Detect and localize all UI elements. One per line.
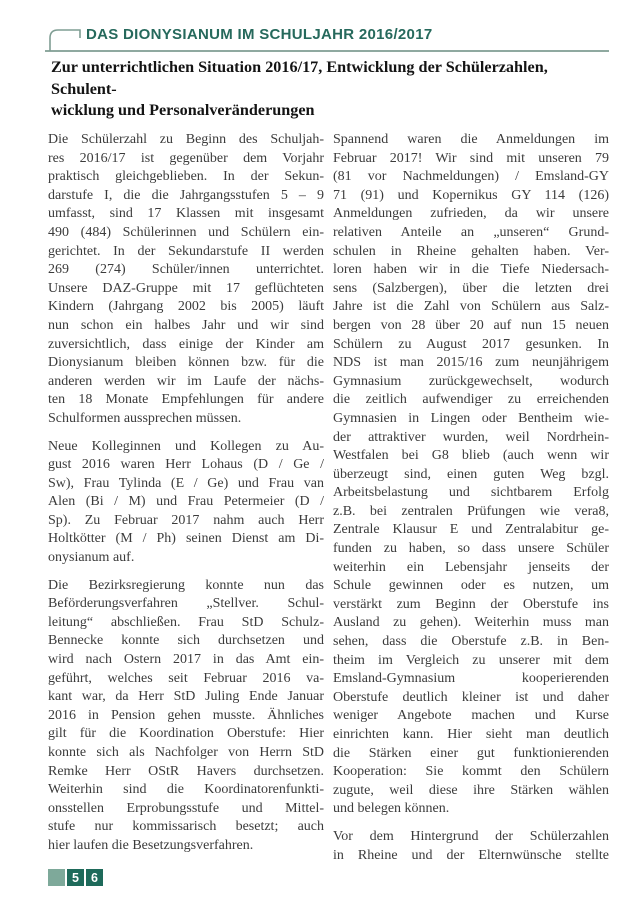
text-line: geführt, welches seit Februar 2016 va-: [48, 670, 324, 686]
text-line: Zentrale Klausur E und Zentralabitur ge-: [333, 522, 609, 538]
text-line: anderen werden wir im Laufe der nächs-: [48, 373, 324, 389]
text-line: Sw), Frau Tylinda (E / Ge) und Frau van: [48, 475, 324, 491]
text-line: Vor dem Hintergrund der Schülerzahlen: [333, 828, 609, 844]
text-line: 490 (484) Schülerinnen und Schülern ein-: [48, 224, 324, 240]
text-line: und belegen können.: [333, 801, 450, 817]
text-line: Februar 2017! Wir sind mit unseren 79: [333, 150, 609, 166]
text-line: Arbeitsbelastung und sichtbarem Erfolg: [333, 485, 609, 501]
page-title-line-2: wicklung und Personalveränderungen: [51, 101, 315, 119]
text-line: Schule gewinnen oder es nutzen, um: [333, 578, 609, 594]
paragraph: [48, 131, 324, 429]
text-line: wird nach Ostern 2017 in das Amt ein-: [48, 652, 324, 668]
text-line: die Stärken einer gut funktionierenden: [333, 745, 609, 761]
paragraph: [48, 577, 324, 856]
text-line: schulen in Rheine gehalten haben. Ver-: [333, 243, 609, 259]
text-line: Die Schülerzahl zu Beginn des Schuljah-: [48, 132, 324, 147]
text-line: Unsere DAZ-Gruppe mit 17 geflüchteten: [48, 280, 324, 296]
page-number-left: 5: [67, 869, 84, 886]
text-line: die zeitlich aufwendiger zu erreichenden: [333, 392, 609, 408]
text-line: Jahre ist die Zahl von Schülern aus Salz-: [333, 299, 609, 315]
text-line: Schulformen aussprechen müssen.: [48, 410, 242, 426]
text-line: (81 vor Nachmeldungen) / Emsland-GY: [333, 169, 609, 185]
page-footer: [48, 869, 103, 886]
text-line: umfasst, sind 17 Klassen mit insgesamt: [48, 206, 324, 222]
text-line: zuversichtlich, dass einige der Kinder am: [48, 336, 324, 352]
text-line: 2016 in Pension gehen musste. Ähnliches: [48, 707, 324, 723]
text-line: Emsland-Gymnasium kooperierenden: [333, 671, 609, 687]
text-line: gust 2016 waren Herr Lohaus (D / Ge /: [48, 457, 324, 473]
text-line: ten 18 Monate Empfehlungen für andere: [48, 392, 324, 408]
text-line: weiterhin ein Lebensjahr jenseits der: [333, 559, 609, 575]
text-line: Kindern (Jahrgang 2002 bis 2005) läuft: [48, 299, 324, 315]
text-line: praktisch gleichgeblieben. In der Sekun-: [48, 169, 324, 185]
text-line: gerichtet. In der Sekundarstufe II werden: [48, 243, 324, 259]
paragraph: [333, 828, 609, 865]
paragraph: [48, 438, 324, 568]
text-line: Anmeldungen zufrieden, da wir unsere: [333, 206, 609, 222]
text-line: Sp). Zu Februar 2017 nahm auch Herr: [48, 512, 324, 528]
text-line: Ausland zu gehen). Weiterhin muss man: [333, 615, 609, 631]
text-line: 269 (274) Schüler/innen unterrichtet.: [48, 262, 324, 278]
text-line: Bennecke konnte sich durchsetzen und: [48, 633, 324, 649]
page-number-right: 6: [86, 869, 103, 886]
text-line: überzeugt sind, einen guten Weg bzgl.: [333, 466, 609, 482]
text-line: sehen, dass die Oberstufe z.B. in Ben-: [333, 634, 609, 650]
text-line: onysianum auf.: [48, 550, 135, 566]
text-line: funden zu haben, so dass unsere Schüler: [333, 541, 609, 557]
text-line: kant war, da Herr StD Juling Ende Januar: [48, 689, 324, 705]
text-column-left: [48, 131, 324, 856]
text-line: weniger Angebote machen und Kurse: [333, 708, 609, 724]
text-line: gilt für die Koordination Oberstufe: Hier: [48, 726, 324, 742]
text-line: einrichten kann. Hier sieht man deutlich: [333, 727, 609, 742]
text-line: zugute, weil diese ihre Stärken wählen: [333, 782, 609, 798]
text-line: Spannend waren die Anmeldungen im: [333, 132, 609, 147]
text-line: Gymnasium zurückgewechselt, wodurch: [333, 373, 609, 389]
text-line: Dionysianum bleiben können bzw. für die: [48, 355, 324, 371]
text-column-right: [333, 131, 609, 865]
text-line: konnte sich als Nachfolger von Herrn StD: [48, 745, 324, 760]
text-line: Neue Kolleginnen und Kollegen zu Au-: [48, 438, 324, 454]
text-line: z.B. bei zentralen Prüfungen wie vera8,: [333, 503, 609, 519]
text-line: sens (Salzbergen), über die letzten drei: [333, 280, 609, 296]
text-line: Schülern zu August 2017 gesunken. In: [333, 336, 609, 352]
text-line: bergen von 28 über 20 auf nun 15 neuen: [333, 317, 609, 333]
text-line: verstärkt zum Beginn der Oberstufe ins: [333, 596, 609, 612]
page-title-line-1: Zur unterrichtlichen Situation 2016/17, Entwicklung der Schülerzahlen, Schulent-: [51, 58, 548, 98]
text-line: 71 (91) und Kopernikus GY 114 (126): [333, 187, 609, 203]
text-line: stufe nur kommissarisch besetzt; auch: [48, 819, 324, 835]
text-line: in Rheine und der Elternwünsche stellte: [333, 847, 609, 863]
text-line: hier laufen die Besetzungsverfahren.: [48, 837, 254, 853]
text-line: Holtkötter (M / Ph) seinen Dienst am Di-: [48, 531, 324, 547]
text-line: darstufe I, die die Jahrgangsstufen 5 – 9: [48, 187, 324, 203]
text-line: Beförderungsverfahren „Stellver. Schul-: [48, 596, 324, 612]
text-line: NDS ist man 2015/16 zum neunjährigem: [333, 355, 609, 371]
text-line: leitung“ abschließen. Frau StD Schulz-: [48, 614, 324, 630]
text-line: Westfalen bei G8 blieb (auch wenn wir: [333, 448, 609, 464]
section-kicker: DAS DIONYSIANUM IM SCHULJAHR 2016/2017: [86, 26, 433, 43]
text-line: loren haben wir in die Tiefe Niedersach-: [333, 262, 609, 278]
text-line: Oberstufe deutlich kleiner ist und daher: [333, 689, 609, 705]
text-line: Remke Herr OStR Havers durchsetzen.: [48, 763, 324, 779]
text-line: theim im Vergleich zu unserer mit dem: [333, 652, 609, 668]
text-line: nun schon ein halbes Jahr und wir sind: [48, 317, 324, 333]
text-line: Weiterhin sind die Koordinatorenfunkti-: [48, 782, 324, 798]
text-line: relativen Anteile an „unseren“ Grund-: [333, 224, 609, 240]
text-line: Die Bezirksregierung konnte nun das: [48, 577, 324, 593]
text-line: onsstellen Erprobungsstufe und Mittel-: [48, 800, 324, 816]
text-line: Alen (Bi / M) und Frau Petermeier (D /: [48, 494, 324, 510]
paragraph: [333, 131, 609, 819]
page-title: [51, 57, 603, 122]
footer-accent-box: [48, 869, 65, 886]
text-line: res 2016/17 ist gegenüber dem Vorjahr: [48, 150, 324, 166]
text-line: Kooperation: Sie kommt den Schülern: [333, 764, 609, 780]
text-line: Gymnasien in Lingen oder Bentheim wie-: [333, 410, 609, 426]
text-line: der attraktiver wurden, weil Nordrhein-: [333, 429, 609, 445]
